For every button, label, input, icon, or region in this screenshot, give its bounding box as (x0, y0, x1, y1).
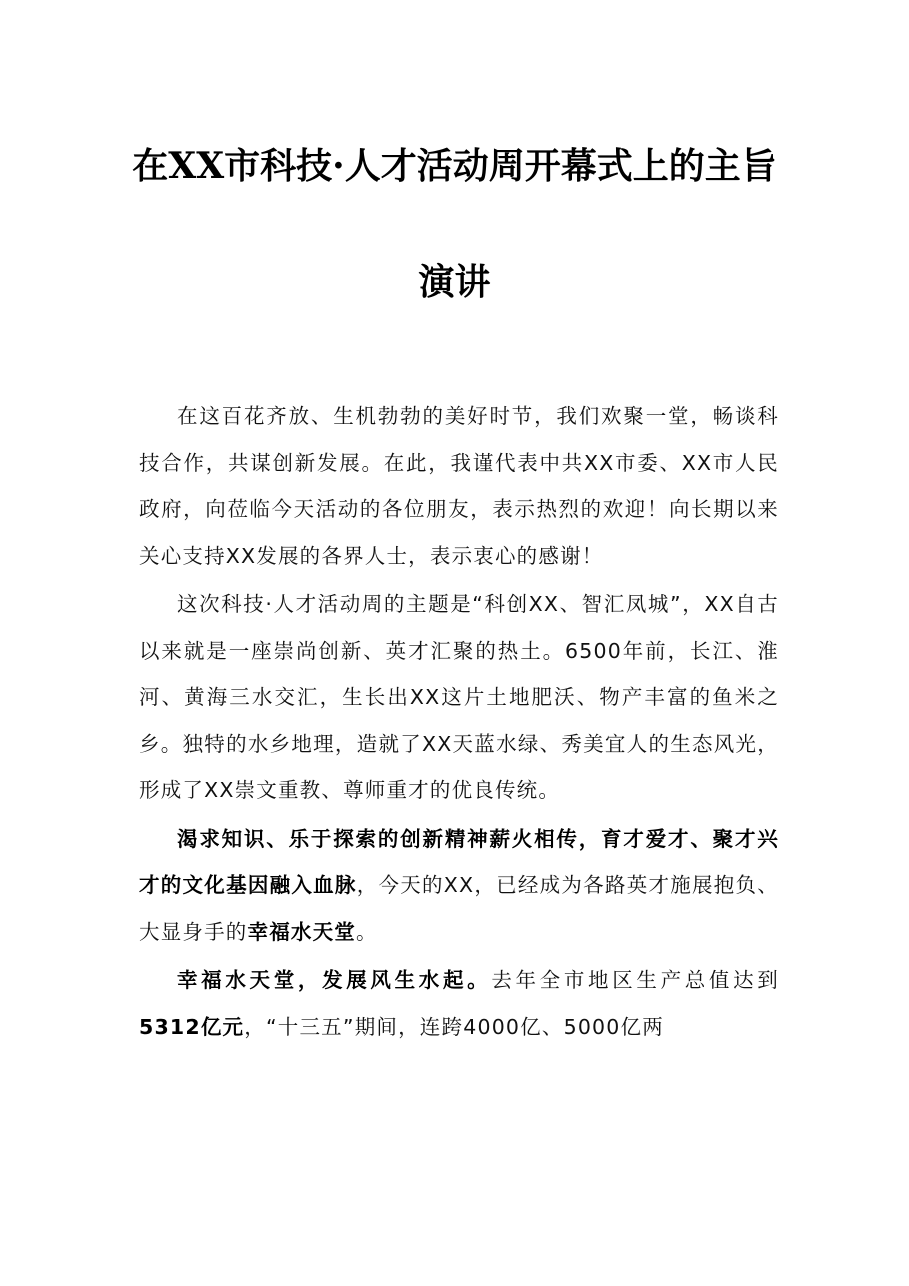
paragraph-text: ，今天的XX，已经成为各路英才施展抱负、大显身手的 (139, 873, 779, 944)
paragraph-culture (139, 816, 779, 956)
bold-phrase: 渴求知识、乐于探索的创新精神薪火相传，育才爱才、聚才兴才的文化基因融入血脉 (139, 826, 779, 897)
bold-figure: 5312亿元 (139, 1014, 245, 1039)
paragraph-text: 。 (356, 919, 378, 944)
bold-phrase: 幸福水天堂 (247, 919, 356, 944)
paragraph-text: ，“十三五”期间，连跨4000亿、5000亿两 (244, 1014, 664, 1039)
bold-phrase: 幸福水天堂，发展风生水起。 (177, 968, 492, 992)
paragraph-text: 去年全市地区生产总值达到 (491, 968, 779, 992)
document-title-line-2: 演讲 (418, 261, 491, 303)
document-title-line-1: 在XX市科技·人才活动周开幕式上的主旨 (132, 145, 777, 187)
paragraph-text: 这次科技·人才活动周的主题是“科创XX、智汇凤城”，XX自古以来就是一座崇尚创新、英才汇聚的热土。6500年前，长江、淮河、黄海三水交汇，生长出XX这片土地肥沃、物产丰富的鱼米之乡。独特的水乡地理，造就了XX天蓝水绿、秀美宜人的生态风光，形成了XX崇文重教、尊师重才的优良传统。 (139, 592, 779, 802)
paragraph-welcome (139, 393, 779, 579)
paragraph-theme (139, 581, 779, 814)
paragraph-development (139, 957, 779, 1050)
paragraph-text: 在这百花齐放、生机勃勃的美好时节，我们欢聚一堂，畅谈科技合作，共谋创新发展。在此，我谨代表中共XX市委、XX市人民政府，向莅临今天活动的各位朋友，表示热烈的欢迎！向长期以来关心支持XX发展的各界人士，表示衷心的感谢！ (139, 404, 779, 568)
document-body (139, 393, 779, 1050)
